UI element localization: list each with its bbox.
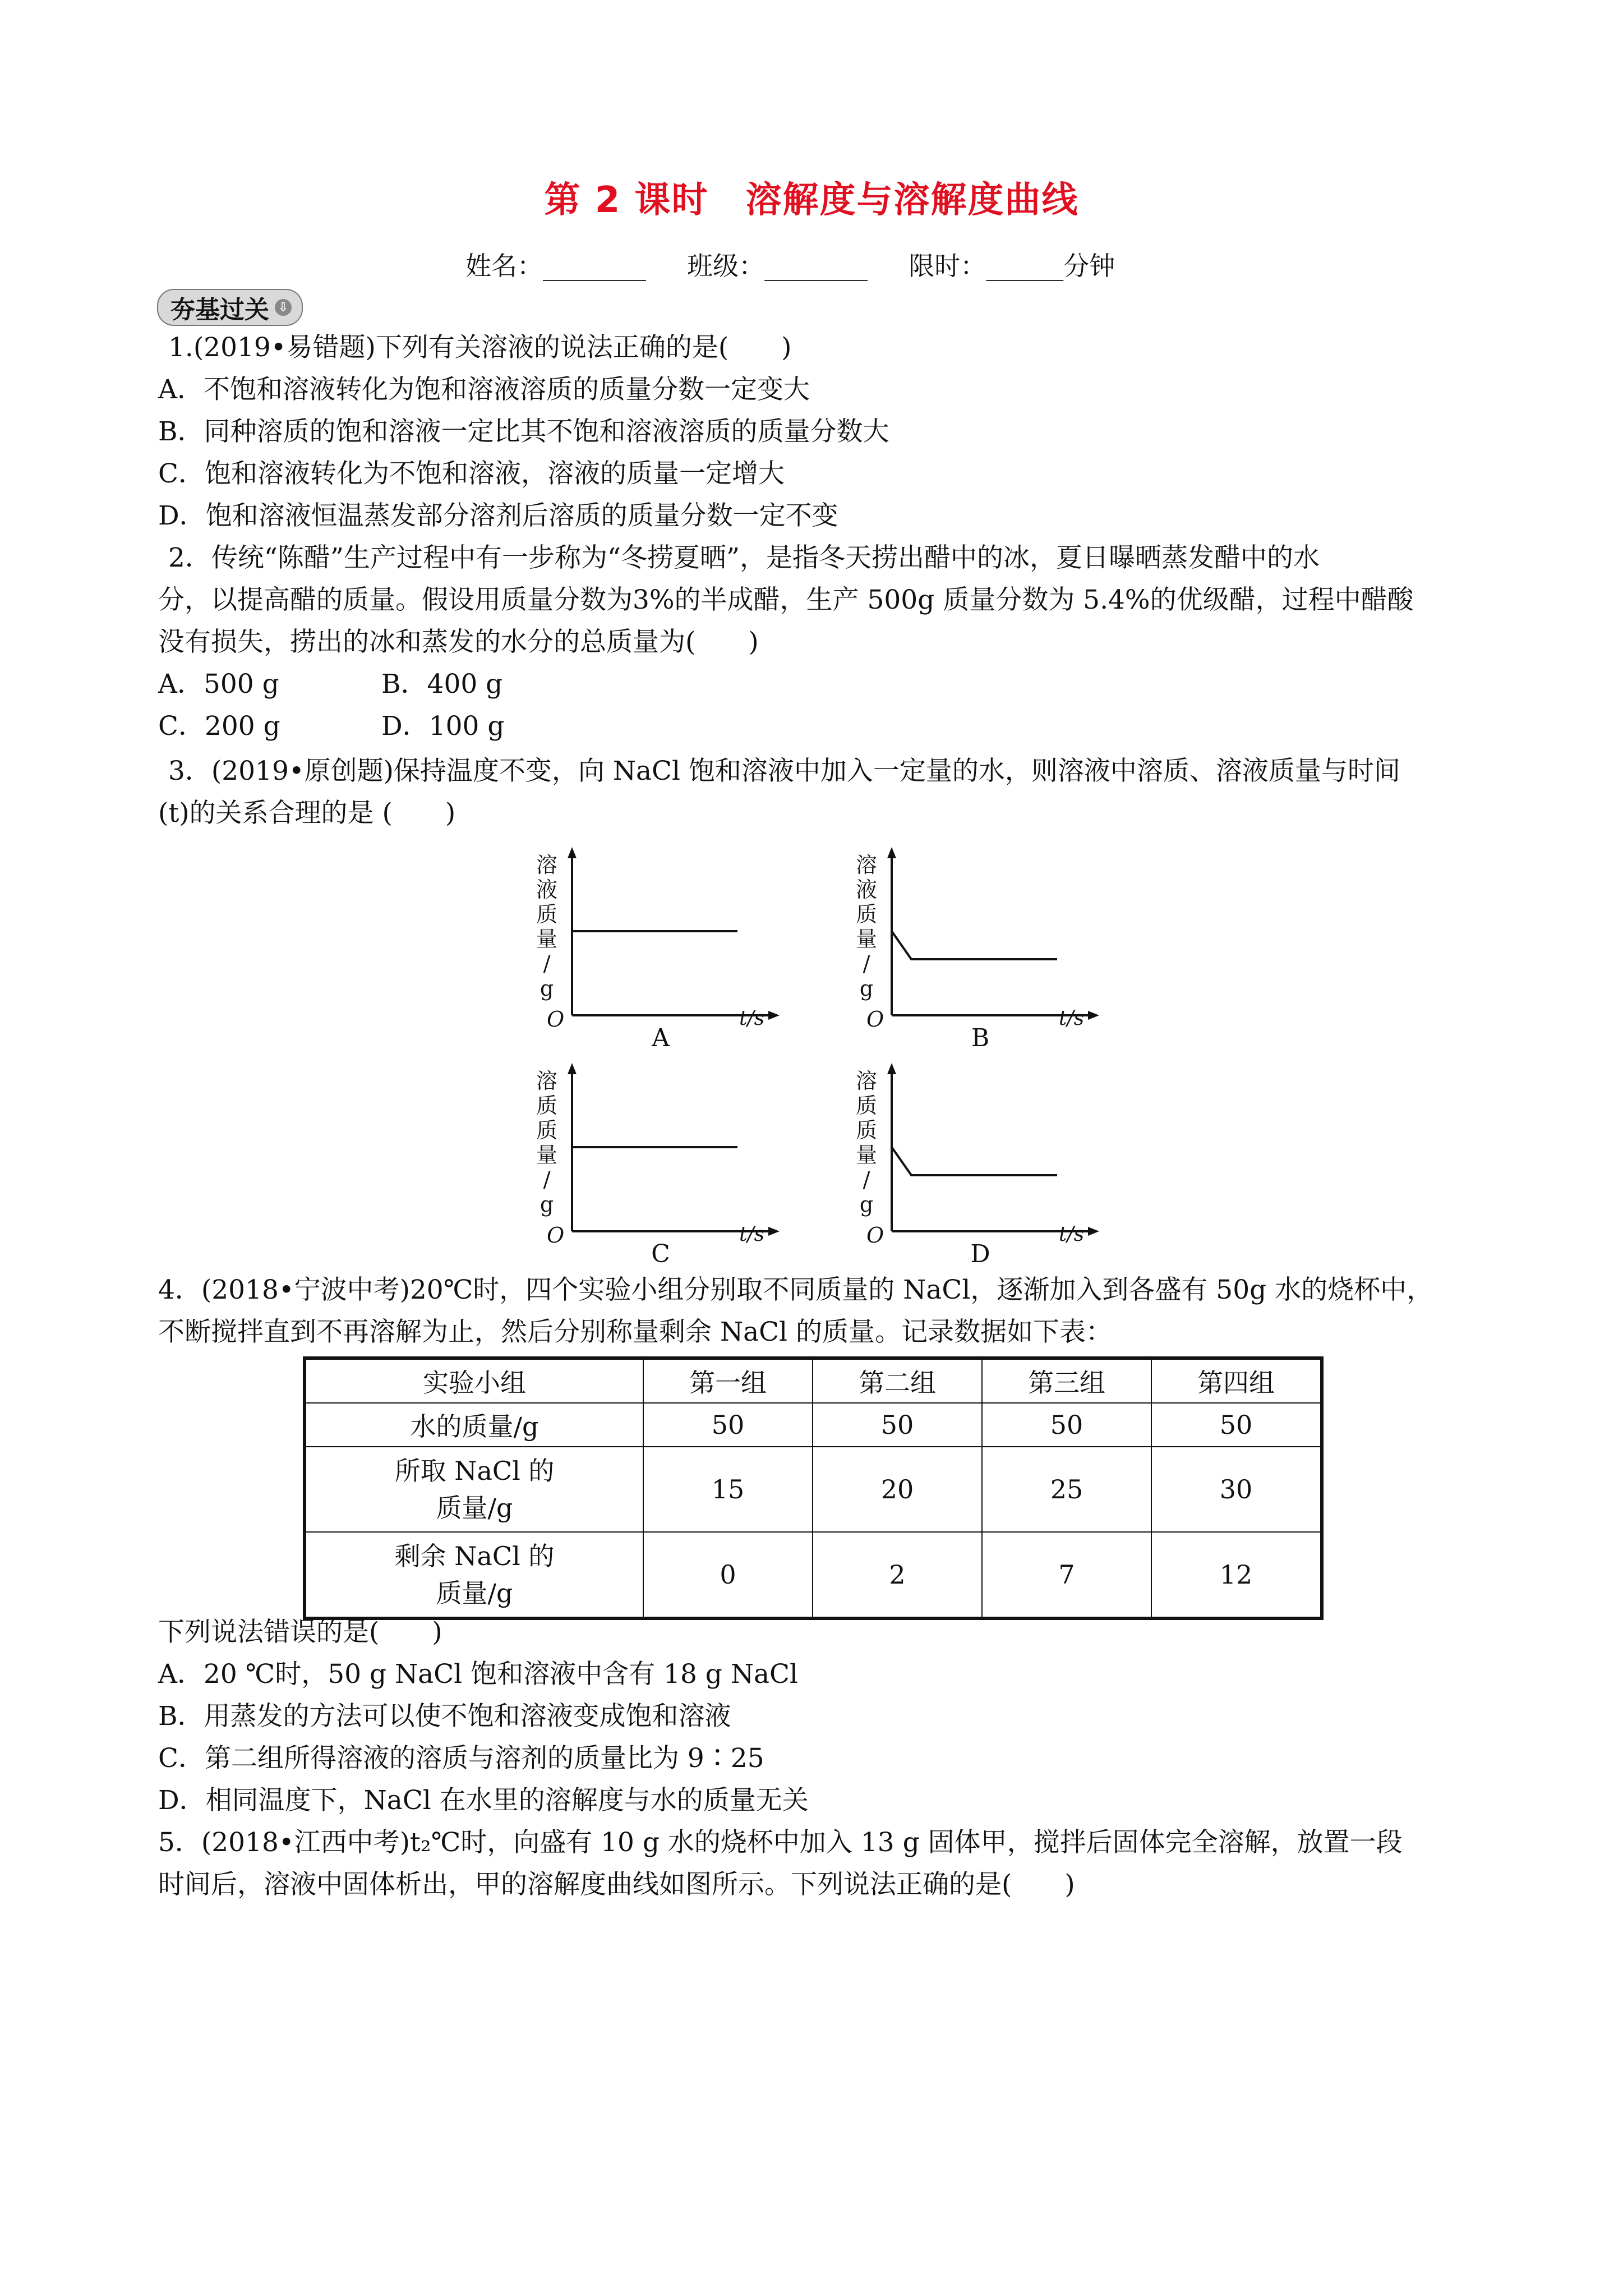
table-cell: 12 xyxy=(1151,1532,1322,1618)
table-cell: 20 xyxy=(813,1447,982,1532)
q2-option-a: A．500 g xyxy=(158,669,279,700)
graph-d-label: D xyxy=(970,1240,990,1268)
table-cell: 50 xyxy=(643,1403,813,1447)
table-cell: 0 xyxy=(643,1532,813,1618)
graph-a-origin: O xyxy=(547,1007,565,1032)
page-title: 第 2 课时 溶解度与溶解度曲线 xyxy=(544,180,1079,221)
q4-line-1: 4．(2018•宁波中考)20℃时，四个实验小组分别取不同质量的 NaCl，逐渐加入到各盛有 50g 水的烧杯中， xyxy=(158,1274,1433,1305)
graph-c-ylabel: 溶 质 质 量 / g xyxy=(536,1069,557,1217)
table-cell: 50 xyxy=(982,1403,1151,1447)
graph-b-label: B xyxy=(971,1024,990,1052)
graph-a-xlabel: t/s xyxy=(739,1007,765,1030)
graph-b xyxy=(858,847,1094,1038)
graph-b-origin: O xyxy=(866,1007,884,1032)
graph-d-xlabel: t/s xyxy=(1059,1223,1085,1246)
q3-line-1: 3．(2019•原创题)保持温度不变，向 NaCl 饱和溶液中加入一定量的水，则溶液中溶质、溶液质量与时间 xyxy=(168,756,1400,786)
graph-d-origin: O xyxy=(866,1223,884,1248)
table-cell: 15 xyxy=(643,1447,813,1532)
table-cell: 50 xyxy=(1151,1403,1322,1447)
graph-d xyxy=(858,1063,1094,1254)
q1-option-d: D．饱和溶液恒温蒸发部分溶剂后溶质的质量分数一定不变 xyxy=(158,500,838,531)
name-field-label: 姓名：________ xyxy=(465,251,646,281)
table-row-label: 剩余 NaCl 的 质量/g xyxy=(305,1532,643,1618)
table-cell: 25 xyxy=(982,1447,1151,1532)
graph-d-ylabel: 溶 质 质 量 / g xyxy=(855,1069,877,1217)
q1-option-a: A．不饱和溶液转化为饱和溶液溶质的质量分数一定变大 xyxy=(158,374,810,405)
table-header-cell: 第三组 xyxy=(982,1358,1151,1403)
q4-data-table xyxy=(303,1356,1324,1620)
q5-line-2: 时间后，溶液中固体析出，甲的溶解度曲线如图所示。下列说法正确的是( ) xyxy=(158,1869,1075,1900)
graph-c-xlabel: t/s xyxy=(739,1223,765,1246)
q4-option-b: B．用蒸发的方法可以使不饱和溶液变成饱和溶液 xyxy=(158,1701,731,1732)
table-row-label: 所取 NaCl 的 质量/g xyxy=(305,1447,643,1532)
q2-option-b: B．400 g xyxy=(381,669,503,700)
graph-a xyxy=(538,847,774,1038)
q5-line-1: 5．(2018•江西中考)t₂℃时，向盛有 10 g 水的烧杯中加入 13 g 固体甲，搅拌后固体完全溶解，放置一段 xyxy=(158,1827,1403,1858)
table-cell: 30 xyxy=(1151,1447,1322,1532)
q3-line-2: (t)的关系合理的是 ( ) xyxy=(158,798,456,829)
q4-line-2: 不断搅拌直到不再溶解为止，然后分别称量剩余 NaCl 的质量。记录数据如下表： xyxy=(158,1317,1113,1347)
graph-a-label: A xyxy=(652,1024,670,1052)
graph-c xyxy=(538,1063,774,1254)
table-cell: 7 xyxy=(982,1532,1151,1618)
q4-option-a: A．20 ℃时，50 g NaCl 饱和溶液中含有 18 g NaCl xyxy=(158,1659,798,1690)
q2-option-d: D．100 g xyxy=(381,711,505,742)
table-header-cell: 第四组 xyxy=(1151,1358,1322,1403)
table-header-cell: 实验小组 xyxy=(305,1358,643,1403)
graph-b-curve xyxy=(892,931,1057,959)
student-info-line xyxy=(465,246,1115,283)
q1-option-b: B．同种溶质的饱和溶液一定比其不饱和溶液溶质的质量分数大 xyxy=(158,416,889,447)
graph-c-origin: O xyxy=(547,1223,565,1248)
q2-option-c: C．200 g xyxy=(158,711,280,742)
q1-stem: 1.(2019•易错题)下列有关溶液的说法正确的是( ) xyxy=(168,332,792,363)
graph-b-xlabel: t/s xyxy=(1059,1007,1085,1030)
table-cell: 2 xyxy=(813,1532,982,1618)
time-limit-label: 限时：______分钟 xyxy=(909,251,1115,281)
table-header-cell: 第一组 xyxy=(643,1358,813,1403)
arrow-down-icon: ⇩ xyxy=(275,299,292,316)
table-header-cell: 第二组 xyxy=(813,1358,982,1403)
graph-b-ylabel: 溶 液 质 量 / g xyxy=(855,853,877,1001)
table-row xyxy=(305,1532,1322,1618)
section-badge-label: 夯基过关 xyxy=(170,296,269,324)
table-cell: 50 xyxy=(813,1403,982,1447)
q4-option-d: D．相同温度下，NaCl 在水里的溶解度与水的质量无关 xyxy=(158,1785,809,1816)
section-badge xyxy=(157,289,303,326)
graph-c-label: C xyxy=(651,1240,670,1268)
table-row xyxy=(305,1403,1322,1447)
graph-a-ylabel: 溶 液 质 量 / g xyxy=(536,853,557,1001)
q4-option-c: C．第二组所得溶液的溶质与溶剂的质量比为 9∶25 xyxy=(158,1743,764,1774)
table-row-label: 水的质量/g xyxy=(305,1403,643,1447)
q4-prompt: 下列说法错误的是( ) xyxy=(158,1617,442,1648)
class-field-label: 班级：________ xyxy=(687,251,868,281)
q1-option-c: C．饱和溶液转化为不饱和溶液，溶液的质量一定增大 xyxy=(158,458,785,489)
graph-d-curve xyxy=(892,1147,1057,1175)
table-header-row xyxy=(305,1358,1322,1403)
table-row xyxy=(305,1447,1322,1532)
q2-line-1: 2．传统“陈醋”生产过程中有一步称为“冬捞夏晒”，是指冬天捞出醋中的冰，夏日曝晒蒸发醋中的水 xyxy=(168,542,1320,573)
q2-line-2: 分，以提高醋的质量。假设用质量分数为3%的半成醋，生产 500g 质量分数为 5.4%的优级醋，过程中醋酸 xyxy=(158,585,1414,615)
q2-line-3: 没有损失，捞出的冰和蒸发的水分的总质量为( ) xyxy=(158,627,759,657)
